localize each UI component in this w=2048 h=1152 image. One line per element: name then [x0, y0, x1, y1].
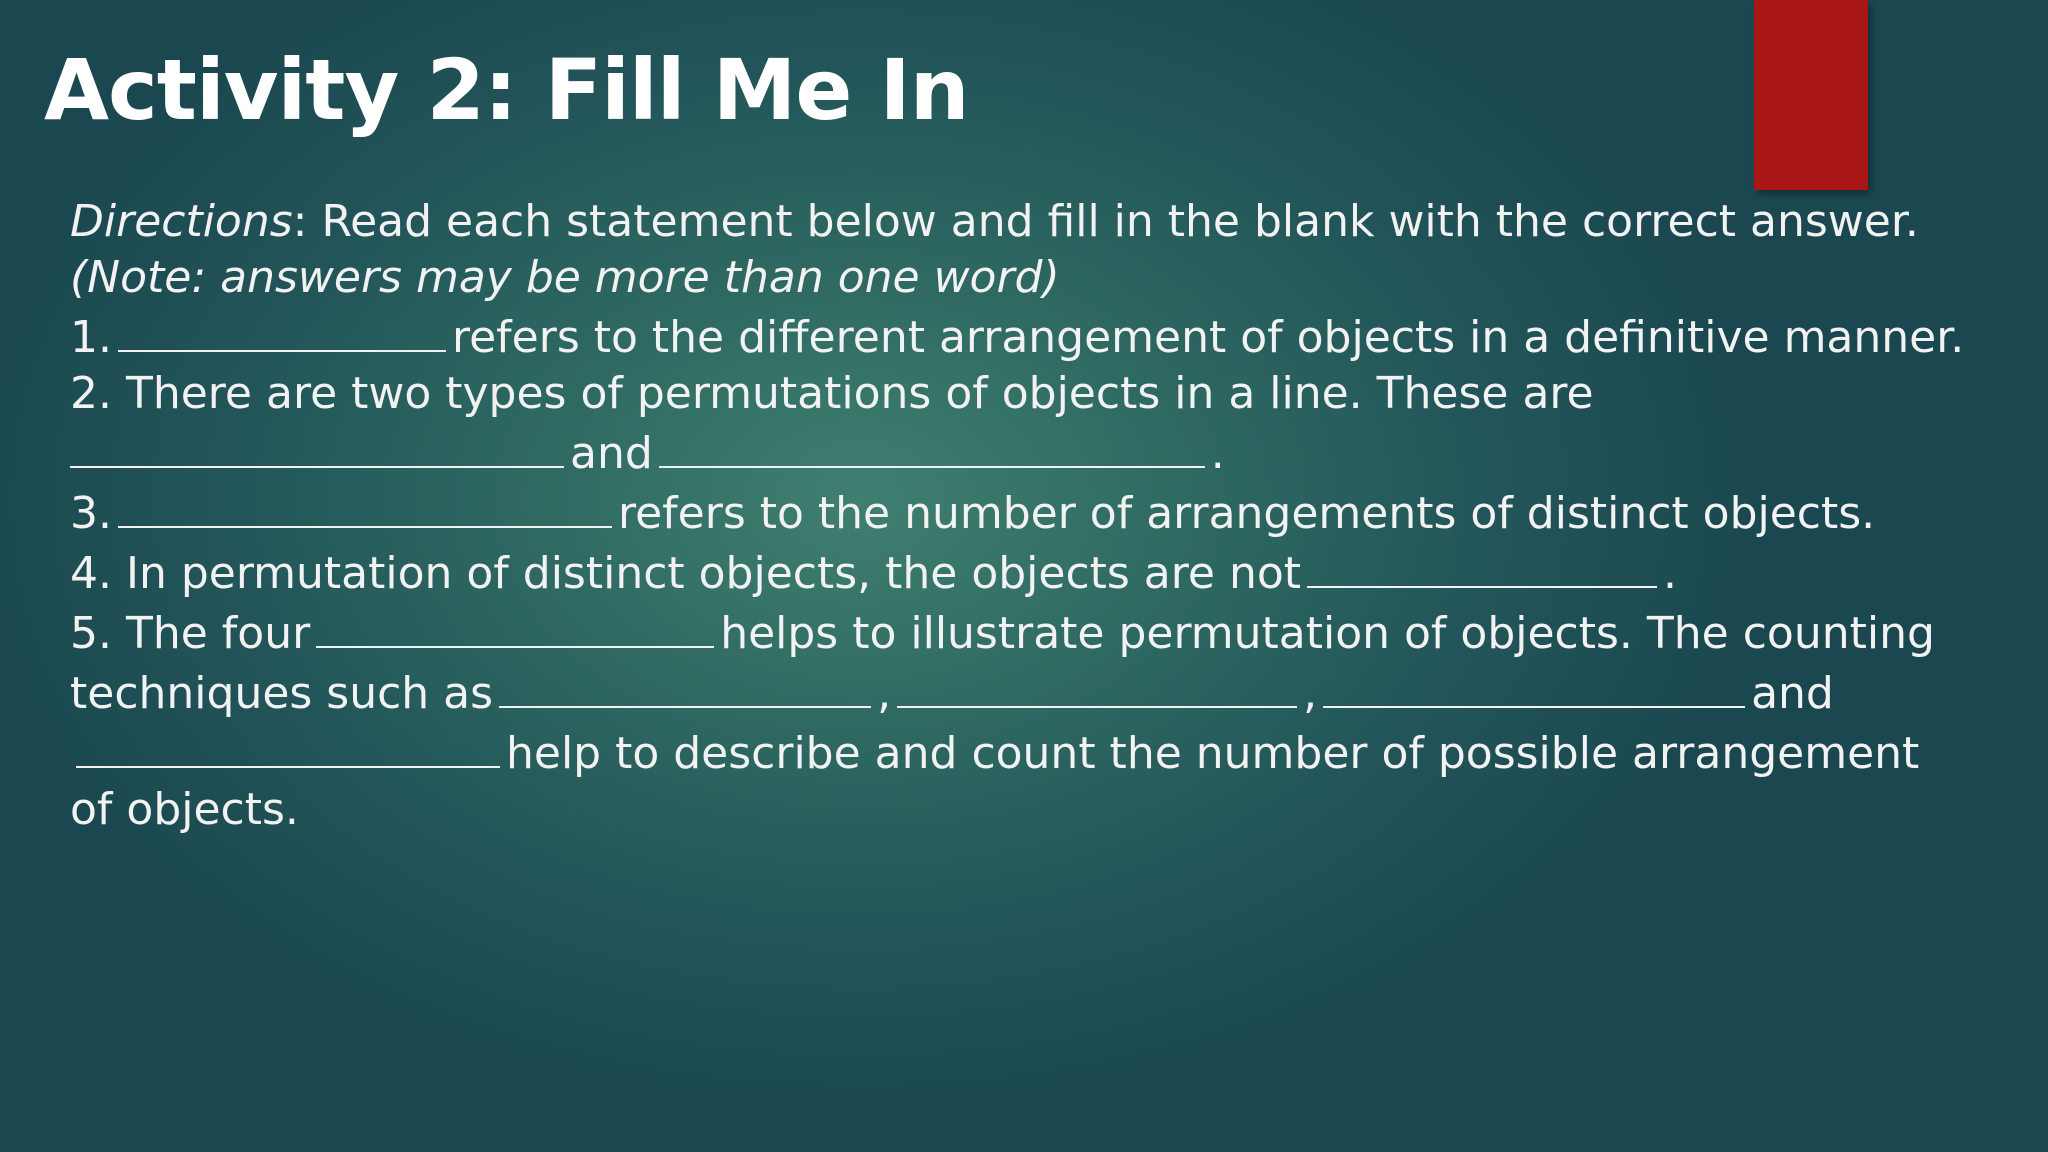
question-3-prefix: 3. — [70, 488, 112, 539]
question-4-text: 4. In permutation of distinct objects, the objects are not — [70, 548, 1302, 599]
blank-1 — [118, 306, 446, 352]
question-5-end: help to describe and count the number of possible arrangement of objects. — [70, 728, 1920, 835]
question-2 — [70, 366, 1970, 482]
slide-content — [70, 194, 1970, 838]
question-1 — [70, 306, 1970, 366]
question-5-comma1: , — [877, 668, 892, 719]
blank-5d — [1323, 662, 1745, 708]
question-4-end: . — [1663, 548, 1678, 599]
slide-title: Activity 2: Fill Me In — [44, 41, 969, 139]
directions-label: Directions — [70, 196, 293, 247]
question-4 — [70, 542, 1970, 602]
question-5-comma2: , — [1303, 668, 1318, 719]
directions-text: : Read each statement below and fill in the blank with the correct answer. — [292, 196, 1919, 247]
question-2-and: and — [570, 428, 653, 479]
question-2-text: 2. There are two types of permutations of objects in a line. These are — [70, 368, 1594, 419]
question-3 — [70, 482, 1970, 542]
blank-2a — [70, 422, 564, 468]
question-2-end: . — [1210, 428, 1225, 479]
question-5 — [70, 602, 1970, 838]
question-1-prefix: 1. — [70, 312, 112, 363]
blank-4 — [1307, 542, 1657, 588]
blank-5e — [76, 722, 500, 768]
blank-5c — [897, 662, 1297, 708]
blank-2b — [659, 422, 1205, 468]
accent-bar — [1754, 0, 1868, 190]
question-5-prefix: 5. The four — [70, 608, 311, 659]
question-5-and: and — [1751, 668, 1834, 719]
question-3-text: refers to the number of arrangements of distinct objects. — [617, 488, 1876, 539]
question-1-text: refers to the different arrangement of objects in a definitive manner. — [451, 312, 1965, 363]
directions — [70, 194, 1970, 306]
blank-5a — [316, 602, 714, 648]
blank-3 — [118, 482, 612, 528]
question-5-mid: helps to illustrate permutation of objects. The counting techniques such as — [70, 608, 1935, 719]
blank-5b — [499, 662, 871, 708]
directions-note: (Note: answers may be more than one word) — [70, 252, 1060, 303]
